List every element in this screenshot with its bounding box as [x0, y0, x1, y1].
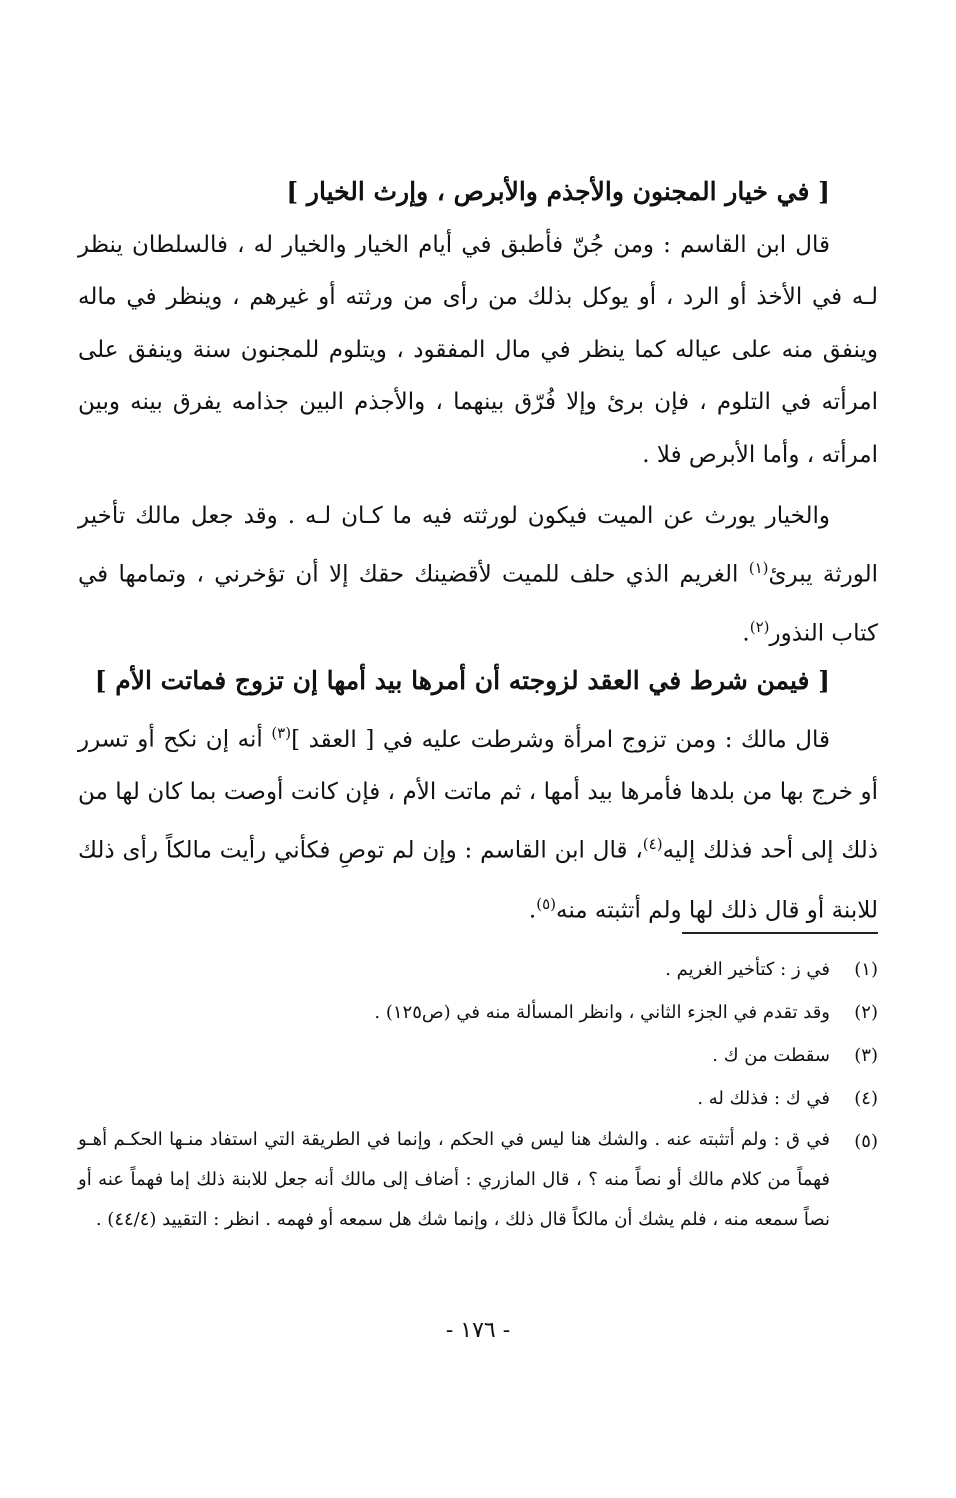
paragraph-2-rest-b: الغريم الذي حلف للميت لأقضينك حقك إلا أن تؤخرني ، وتمامها في كتاب النذور [78, 562, 878, 648]
footnote-number: (١) [854, 959, 878, 980]
footnote-item [78, 948, 878, 991]
paragraph-3 [78, 707, 878, 937]
footnote-number: (٤) [854, 1088, 878, 1109]
paragraph-2-first-line: والخيار يورث عن الميت فيكون لورثته فيه ما كـان لـه . وقد جعل مالك تأخير [78, 503, 830, 529]
footnote-item [78, 1077, 878, 1120]
paragraph-1-first-line: قال ابن القاسم : ومن جُنّ فأطبق في أيام الخيار والخيار له ، فالسلطان ينظر لـه في [78, 232, 879, 311]
footnote-item [78, 991, 878, 1034]
paragraph-3-rest-b: ، قال ابن القاسم : وإن لم توصِ فكأني رأيت مالكاً رأى ذلك للابنة أو قال ذلك لها ولم أتثبته منه [78, 838, 878, 924]
paragraph-3-rest-a: أو خرج بها من بلدها فأمرها بيد أمها ، ثم ماتت الأم ، فإن كانت أوصت بما كان لها من ذلك إلى أحد فذلك إليه [78, 779, 878, 865]
paragraph-1 [78, 219, 878, 481]
footnote-ref-1[interactable]: (١) [748, 559, 769, 578]
page-number: - ١٧٦ - [445, 1318, 511, 1343]
section-heading-1-text: [ في خيار المجنون والأجذم والأبرص ، وإرث الخيار ] [286, 177, 830, 206]
footnote-text: في ز : كتأخير الغريم . [665, 959, 830, 980]
footnote-divider [682, 932, 878, 934]
paragraph-1-rest: الأخذ أو الرد ، أو يوكل بذلك من رأى من ورثته أو غيرهم ، وينظر في ماله وينفق منه على عياله كما ينظر في مال المفقود ، ويتلوم للمجنون سنة وينفق على امرأته في التلوم ، فإن برئ وإلا فُرّق بينهما ، والأجذم البين جذامه يفرق بينه وبين امرأته ، وأما الأبرص فلا . [78, 284, 878, 468]
section-heading-1 [78, 172, 878, 212]
footnote-text: وقد تقدم في الجزء الثاني ، وانظر المسألة منه في (ص١٢٥) . [374, 1002, 830, 1023]
footnote-number: (٣) [854, 1045, 878, 1066]
footnote-number: (٢) [854, 1002, 878, 1023]
footnote-text: في ك : فذلك له . [697, 1088, 830, 1109]
footnote-text: في ق : ولم أتثبته عنه . والشك هنا ليس في الحكم ، وإنما في الطريقة التي استفاد منـها الحكـم أهـو فهماً من كلام مالك أو نصاً منه ؟ ، قال المازري : أضاف إلى مالك أنه جعل للابنة ذلك إما فهماً عنه أو نصاً سمعه منه ، فلم يشك أن مالكاً قال ذلك ، وإنما شك هل سمعه أو فهمه . انظر : التقييد (٤٤/٤) . [78, 1129, 830, 1230]
footnote-item [78, 1120, 878, 1240]
paragraph-2 [78, 490, 878, 661]
footnotes [78, 948, 878, 1240]
paragraph-3-first-line-b: أنه إن نكح أو تسرر [78, 726, 272, 753]
footnote-ref-2[interactable]: (٢) [749, 618, 770, 637]
section-heading-2 [78, 661, 878, 701]
section-heading-2-text: [ فيمن شرط في العقد لزوجته أن أمرها بيد أمها إن تزوج فماتت الأم ] [94, 666, 830, 695]
footnote-ref-3[interactable]: (٣) [271, 724, 292, 742]
footnote-ref-4[interactable]: (٤) [642, 835, 663, 854]
paragraph-3-first-line-a: قال مالك : ومن تزوج امرأة وشرطت عليه في [ العقد ] [291, 726, 830, 753]
footnote-number: (٥) [854, 1131, 878, 1152]
footnote-item [78, 1034, 878, 1077]
footnote-text: سقطت من ك . [712, 1045, 830, 1066]
paragraph-2-end: . [742, 621, 750, 648]
paragraph-2-rest-a: الورثة يبرئ [768, 562, 879, 589]
paragraph-3-end: . [528, 897, 537, 924]
footnote-ref-5[interactable]: (٥) [536, 894, 556, 913]
